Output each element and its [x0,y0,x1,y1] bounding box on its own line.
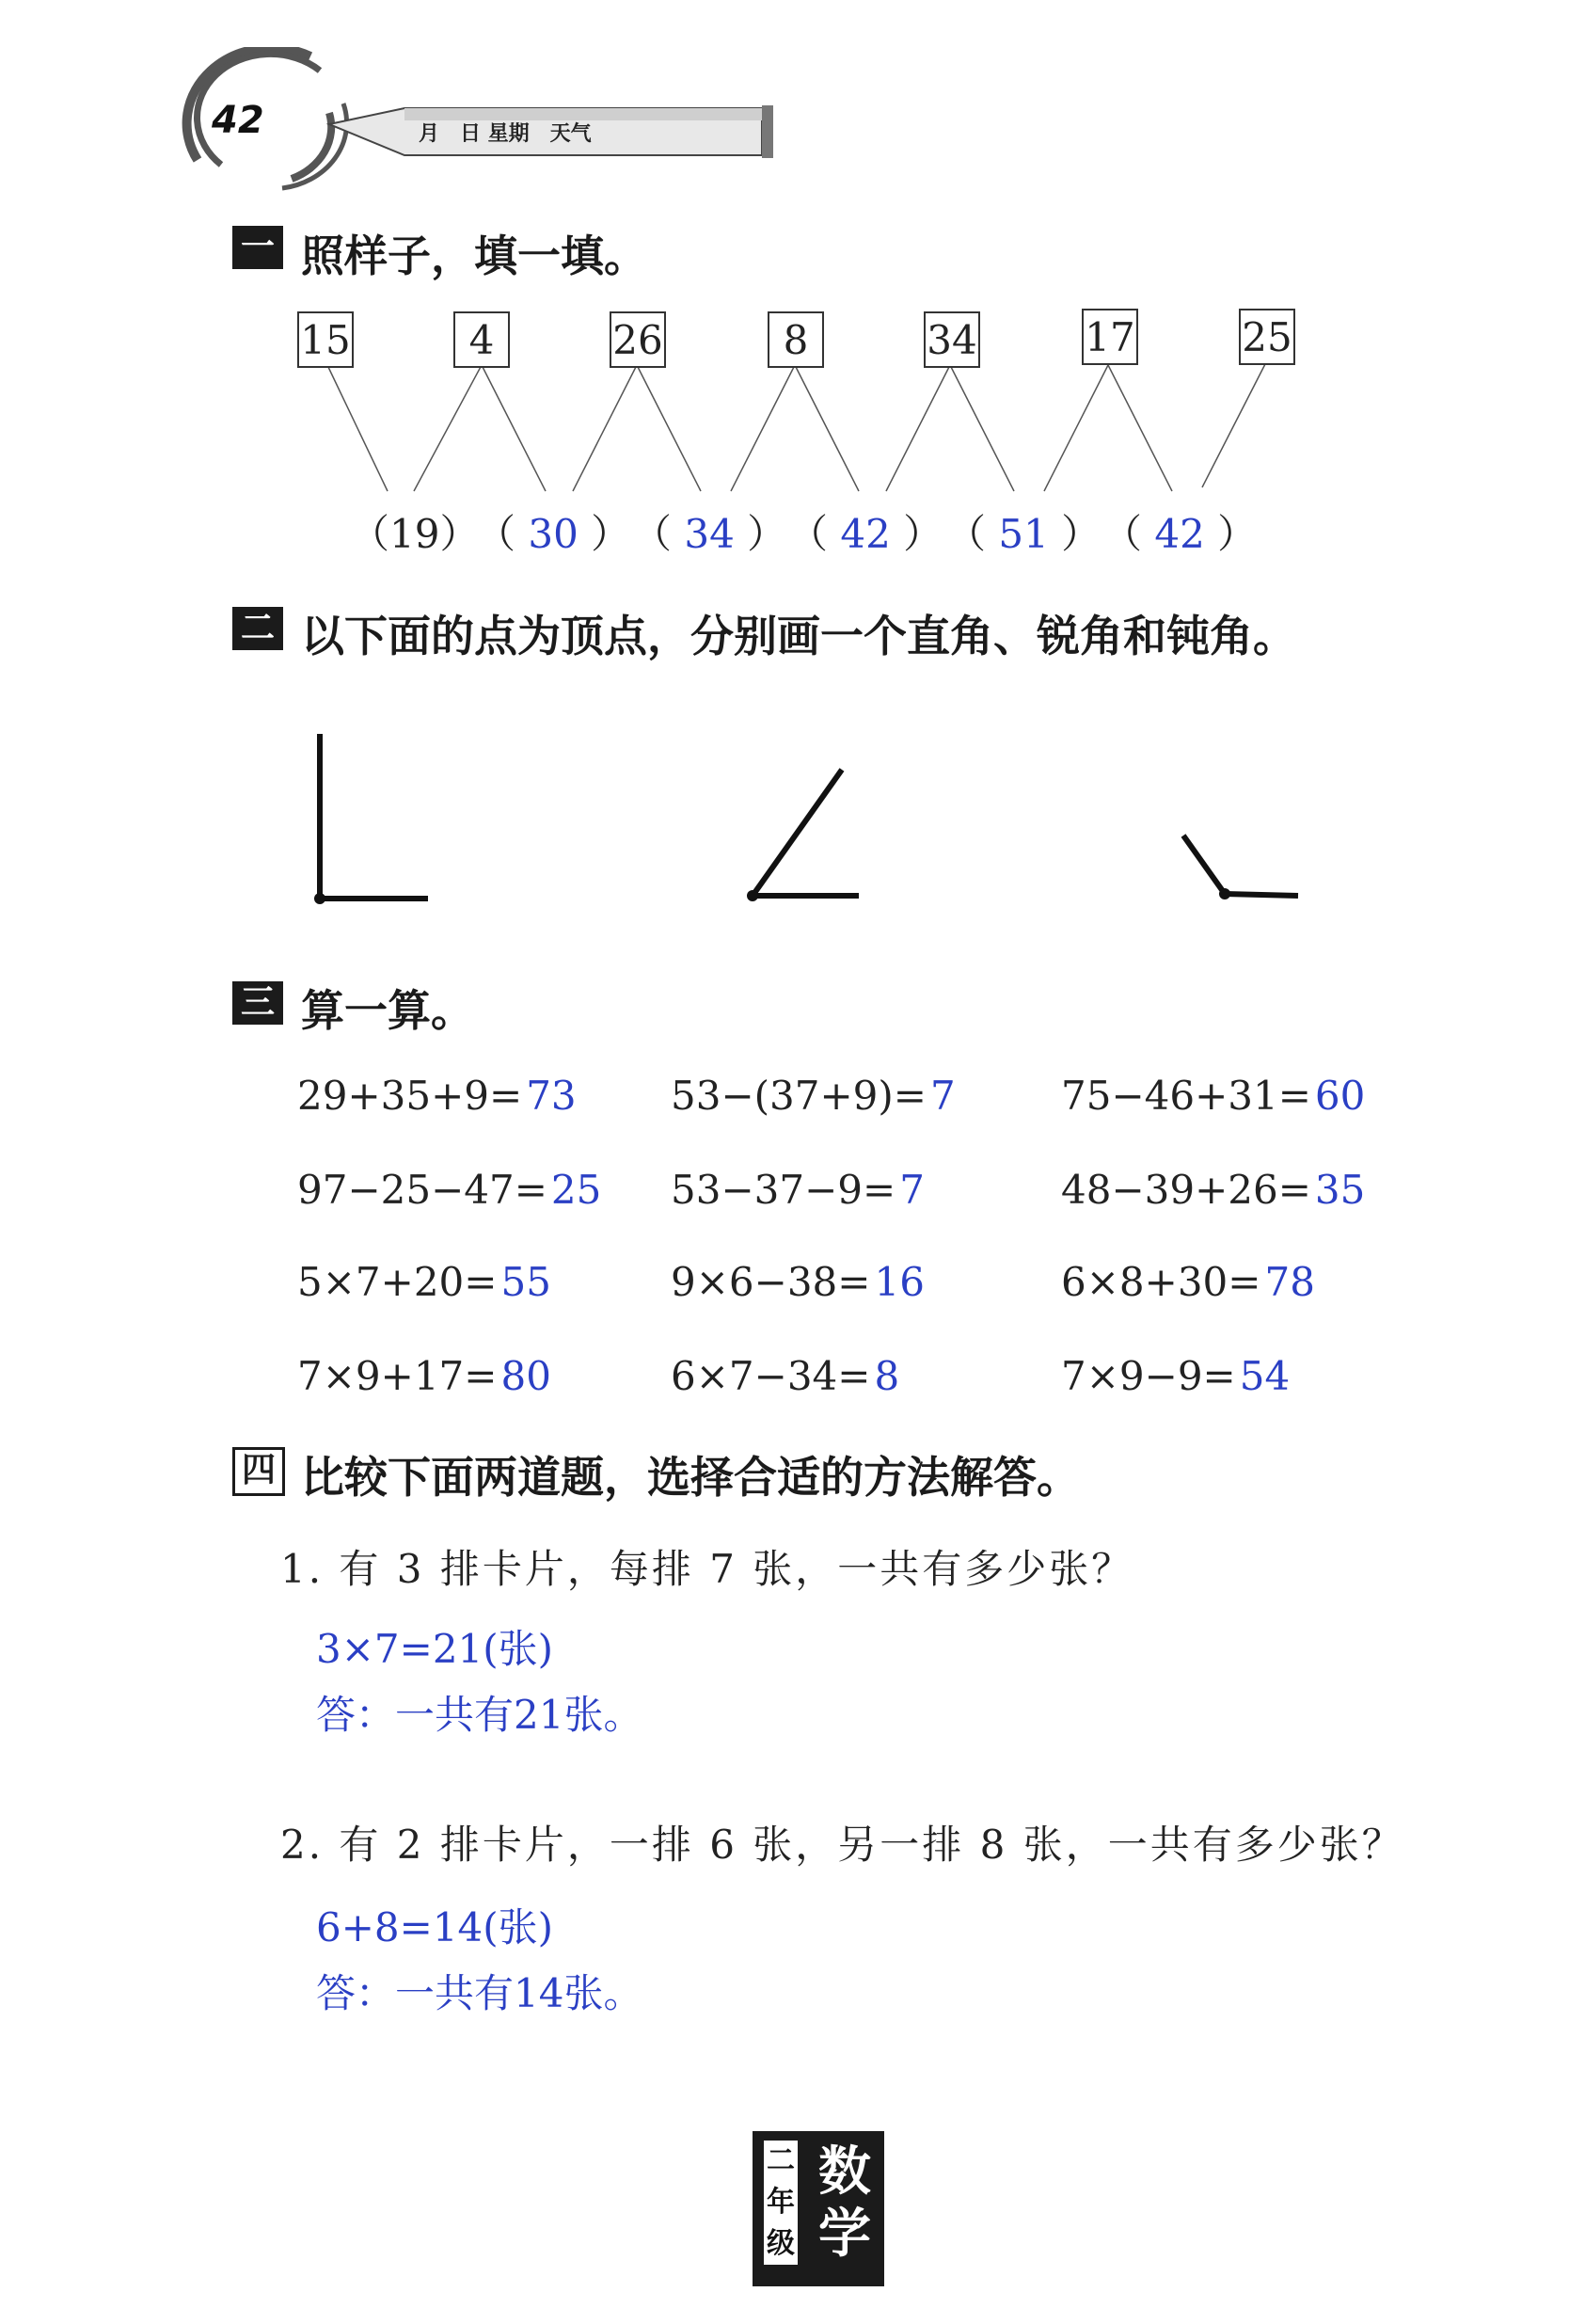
question-2-answer: 答：一共有14张。 [316,1970,643,2016]
result-slot-example: （19） [350,511,480,557]
equation-answer: 25 [550,1167,602,1213]
equation: 29+35+9=73 [297,1073,577,1119]
footer-subject: 数学 [818,2141,871,2265]
result-slot: （ 51 ） [946,511,1102,557]
number-box: 25 [1239,309,1295,365]
result-value: 34 [684,511,735,557]
right-angle [314,734,428,904]
angle-drawings [0,696,1585,931]
section2-number: 二 [232,607,283,650]
number-box: 34 [924,311,980,368]
equation-answer: 80 [500,1353,551,1399]
number-box: 26 [610,311,666,368]
equation-answer: 55 [500,1259,551,1305]
number-box: 15 [297,311,354,368]
equation: 75−46+31=60 [1061,1073,1366,1119]
result-slot: （ 42 ） [788,511,943,557]
equation: 48−39+26=35 [1061,1167,1366,1213]
equation: 53−(37+9)=7 [671,1073,956,1119]
result-value: 42 [1154,511,1205,557]
equation-answer: 73 [526,1073,577,1119]
equation-answer: 7 [899,1167,925,1213]
obtuse-angle [1183,836,1298,899]
equation: 7×9−9=54 [1061,1353,1291,1399]
number-box: 4 [453,311,510,368]
result-slot: （ 42 ） [1102,511,1258,557]
section4-number: 四 [232,1447,285,1496]
result-value: 42 [840,511,891,557]
section4-title: 比较下面两道题，选择合适的方法解答。 [301,1452,1080,1503]
equation: 9×6−38=16 [671,1259,925,1305]
equation: 6×8+30=78 [1061,1259,1315,1305]
footer-grade: 二年级 [764,2141,798,2265]
equation: 53−37−9=7 [671,1167,925,1213]
result-slot: （ 30 ） [476,511,631,557]
equation: 97−25−47=25 [297,1167,602,1213]
section1-number: 一 [232,226,283,269]
number-box: 17 [1082,309,1138,365]
section2-title: 以下面的点为顶点，分别画一个直角、锐角和钝角。 [301,611,1296,661]
question-1: 1. 有 3 排卡片，每排 7 张，一共有多少张？ [280,1546,1134,1592]
section1-title: 照样子，填一填。 [301,231,647,281]
equation-answer: 7 [929,1073,956,1119]
equation-answer: 35 [1314,1167,1366,1213]
equation-answer: 54 [1239,1353,1291,1399]
equation-answer: 8 [874,1353,900,1399]
date-weather-line: 月 日 星期 天气 [419,122,592,146]
equation-answer: 60 [1314,1073,1366,1119]
equation-answer: 16 [874,1259,925,1305]
result-slot: （ 34 ） [632,511,787,557]
equation: 5×7+20=55 [297,1259,551,1305]
question-2-work: 6+8=14(张) [316,1904,554,1950]
result-value: 30 [528,511,579,557]
equation-answer: 78 [1264,1259,1315,1305]
equation: 7×9+17=80 [297,1353,551,1399]
equation: 6×7−34=8 [671,1353,900,1399]
section1-lines [0,0,1585,527]
question-2: 2. 有 2 排卡片，一排 6 张，另一排 8 张，一共有多少张？ [280,1822,1404,1868]
result-value: 51 [998,511,1049,557]
number-box: 8 [768,311,824,368]
result-value: 19 [389,511,440,557]
acute-angle [747,770,859,901]
section3-title: 算一算。 [301,985,474,1036]
question-1-work: 3×7=21(张) [316,1626,554,1672]
page-number: 42 [212,99,264,142]
question-1-answer: 答：一共有21张。 [316,1692,643,1738]
section3-number: 三 [232,981,283,1025]
